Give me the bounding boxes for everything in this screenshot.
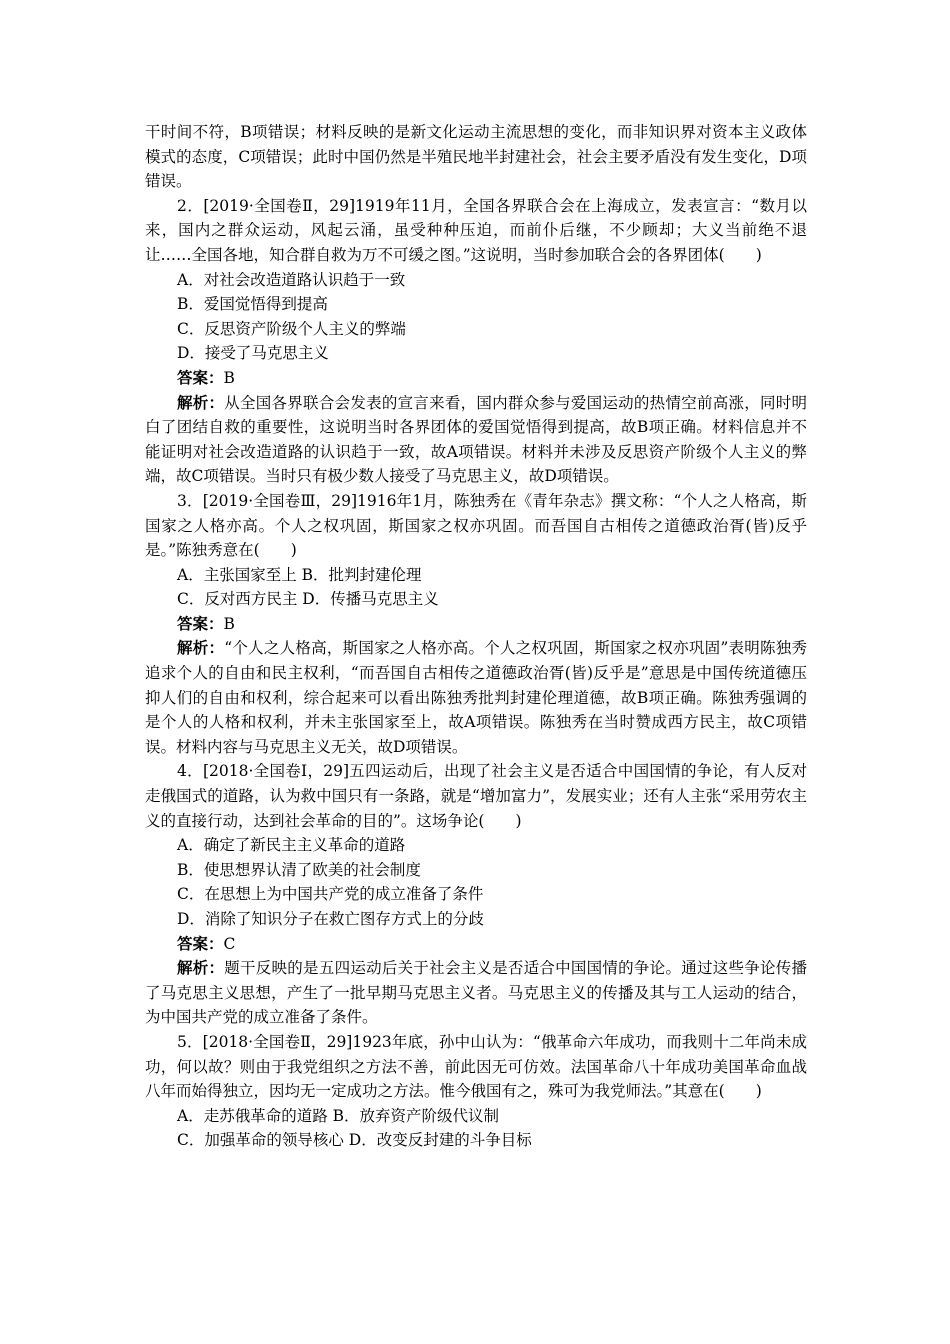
paragraph-continuation: 干时间不符，B项错误；材料反映的是新文化运动主流思想的变化，而非知识界对资本主义政体模式的态度，C项错误；此时中国仍然是半殖民地半封建社会，社会主要矛盾没有发生变化，D项错误。 <box>145 123 807 191</box>
question-2-option-c: C．反思资产阶级个人主义的弊端 <box>177 319 406 338</box>
question-4-answer <box>145 932 807 957</box>
analysis-label: 解析： <box>177 958 225 978</box>
analysis-label: 解析： <box>177 638 225 658</box>
answer-label: 答案： <box>177 613 224 633</box>
question-4-option-d: D．消除了知识分子在救亡图存方式上的分歧 <box>177 910 484 928</box>
question-2-stem: 2．[2019·全国卷Ⅱ，29]1919年11月，全国各界联合会在上海成立，发表宣言：“数月以来，国内之群众运动，风起云涌，虽受种种压迫，而前仆后继，不少顾却；大义当前绝不退让……全国各地，知合群自救为万不可缓之图。”这说明，当时参加联合会的各界团体( ) <box>145 196 807 264</box>
analysis-text: 从全国各界联合会发表的宣言来看，国内群众参与爱国运动的热情空前高涨，同时明白了团结自救的重要性，这说明当时各界团体的爱国觉悟得到提高，故B项正确。材料信息并不能证明对社会改造道路的认识趋于一致，故A项错误。材料并未涉及反思资产阶级个人主义的弊端，故C项错误。当时只有极少数人接受了马克思主义，故D项错误。 <box>145 393 807 486</box>
answer-value: B <box>223 368 235 387</box>
question-3-options-cd: C．反对西方民主 D．传播马克思主义 <box>177 590 439 609</box>
answer-value: B <box>223 614 235 633</box>
question-2-option-b: B．爱国觉悟得到提高 <box>177 295 328 314</box>
answer-label: 答案： <box>177 933 224 953</box>
question-2-option-d: D．接受了马克思主义 <box>177 344 329 363</box>
question-5-stem: 5．[2018·全国卷Ⅱ，29]1923年底，孙中山认为：“俄革命六年成功，而我则十二年尚未成功，何以故？则由于我党组织之方法不善，前此因无可仿效。法国革命八十年成功美国革命血战八年而始得独立，因均无一定成功之方法。惟今俄国有之，殊可为我党师法。”其意在( ) <box>145 1032 807 1101</box>
analysis-label: 解析： <box>177 392 225 412</box>
question-2-analysis <box>145 391 807 489</box>
question-4-option-c: C．在思想上为中国共产党的成立准备了条件 <box>177 885 484 904</box>
question-2-answer <box>145 366 807 391</box>
document-page <box>145 120 807 1153</box>
answer-label: 答案： <box>177 367 224 387</box>
question-5-options-cd: C．加强革命的领导核心 D．改变反封建的斗争目标 <box>177 1131 532 1150</box>
question-5-options-ab: A．走苏俄革命的道路 B．放弃资产阶级代议制 <box>177 1106 500 1125</box>
question-4-option-b: B．使思想界认清了欧美的社会制度 <box>177 860 421 879</box>
answer-value: C <box>223 934 236 953</box>
question-3-answer <box>145 612 807 637</box>
question-3-analysis <box>145 636 807 759</box>
question-4-option-a: A．确定了新民主主义革命的道路 <box>177 836 406 855</box>
analysis-text: “个人之人格高，斯国家之人格亦高。个人之权巩固，斯国家之权亦巩固”表明陈独秀追求个人的自由和民主权利，“而吾国自古相传之道德政治胥(皆)反乎是”意思是中国传统道德压抑人们的自由和权利，综合起来可以看出陈独秀批判封建伦理道德，故B项正确。陈独秀强调的是个人的人格和权利，并未主张国家至上，故A项错误。陈独秀在当时赞成西方民主，故C项错误。材料内容与马克思主义无关，故D项错误。 <box>145 639 807 756</box>
question-2-option-a: A．对社会改造道路认识趋于一致 <box>177 270 406 289</box>
analysis-text: 题干反映的是五四运动后关于社会主义是否适合中国国情的争论。通过这些争论传播了马克思主义思想，产生了一批早期马克思主义者。马克思主义的传播及其与工人运动的结合，为中国共产党的成立准备了条件。 <box>145 959 807 1027</box>
question-4-stem: 4．[2018·全国卷Ⅰ，29]五四运动后，出现了社会主义是否适合中国国情的争论，有人反对走俄国式的道路，认为救中国只有一条路，就是“增加富力”，发展实业；还有人主张“采用劳农主义的直接行动，达到社会革命的目的”。这场争论( ) <box>145 762 807 830</box>
question-3-stem: 3．[2019·全国卷Ⅲ，29]1916年1月，陈独秀在《青年杂志》撰文称：“个人之人格高，斯国家之人格亦高。个人之权巩固，斯国家之权亦巩固。而吾国自古相传之道德政治胥(皆)反乎是。”陈独秀意在( ) <box>145 491 807 560</box>
question-3-options-ab: A．主张国家至上 B．批判封建伦理 <box>177 565 422 584</box>
question-4-analysis <box>145 956 807 1030</box>
